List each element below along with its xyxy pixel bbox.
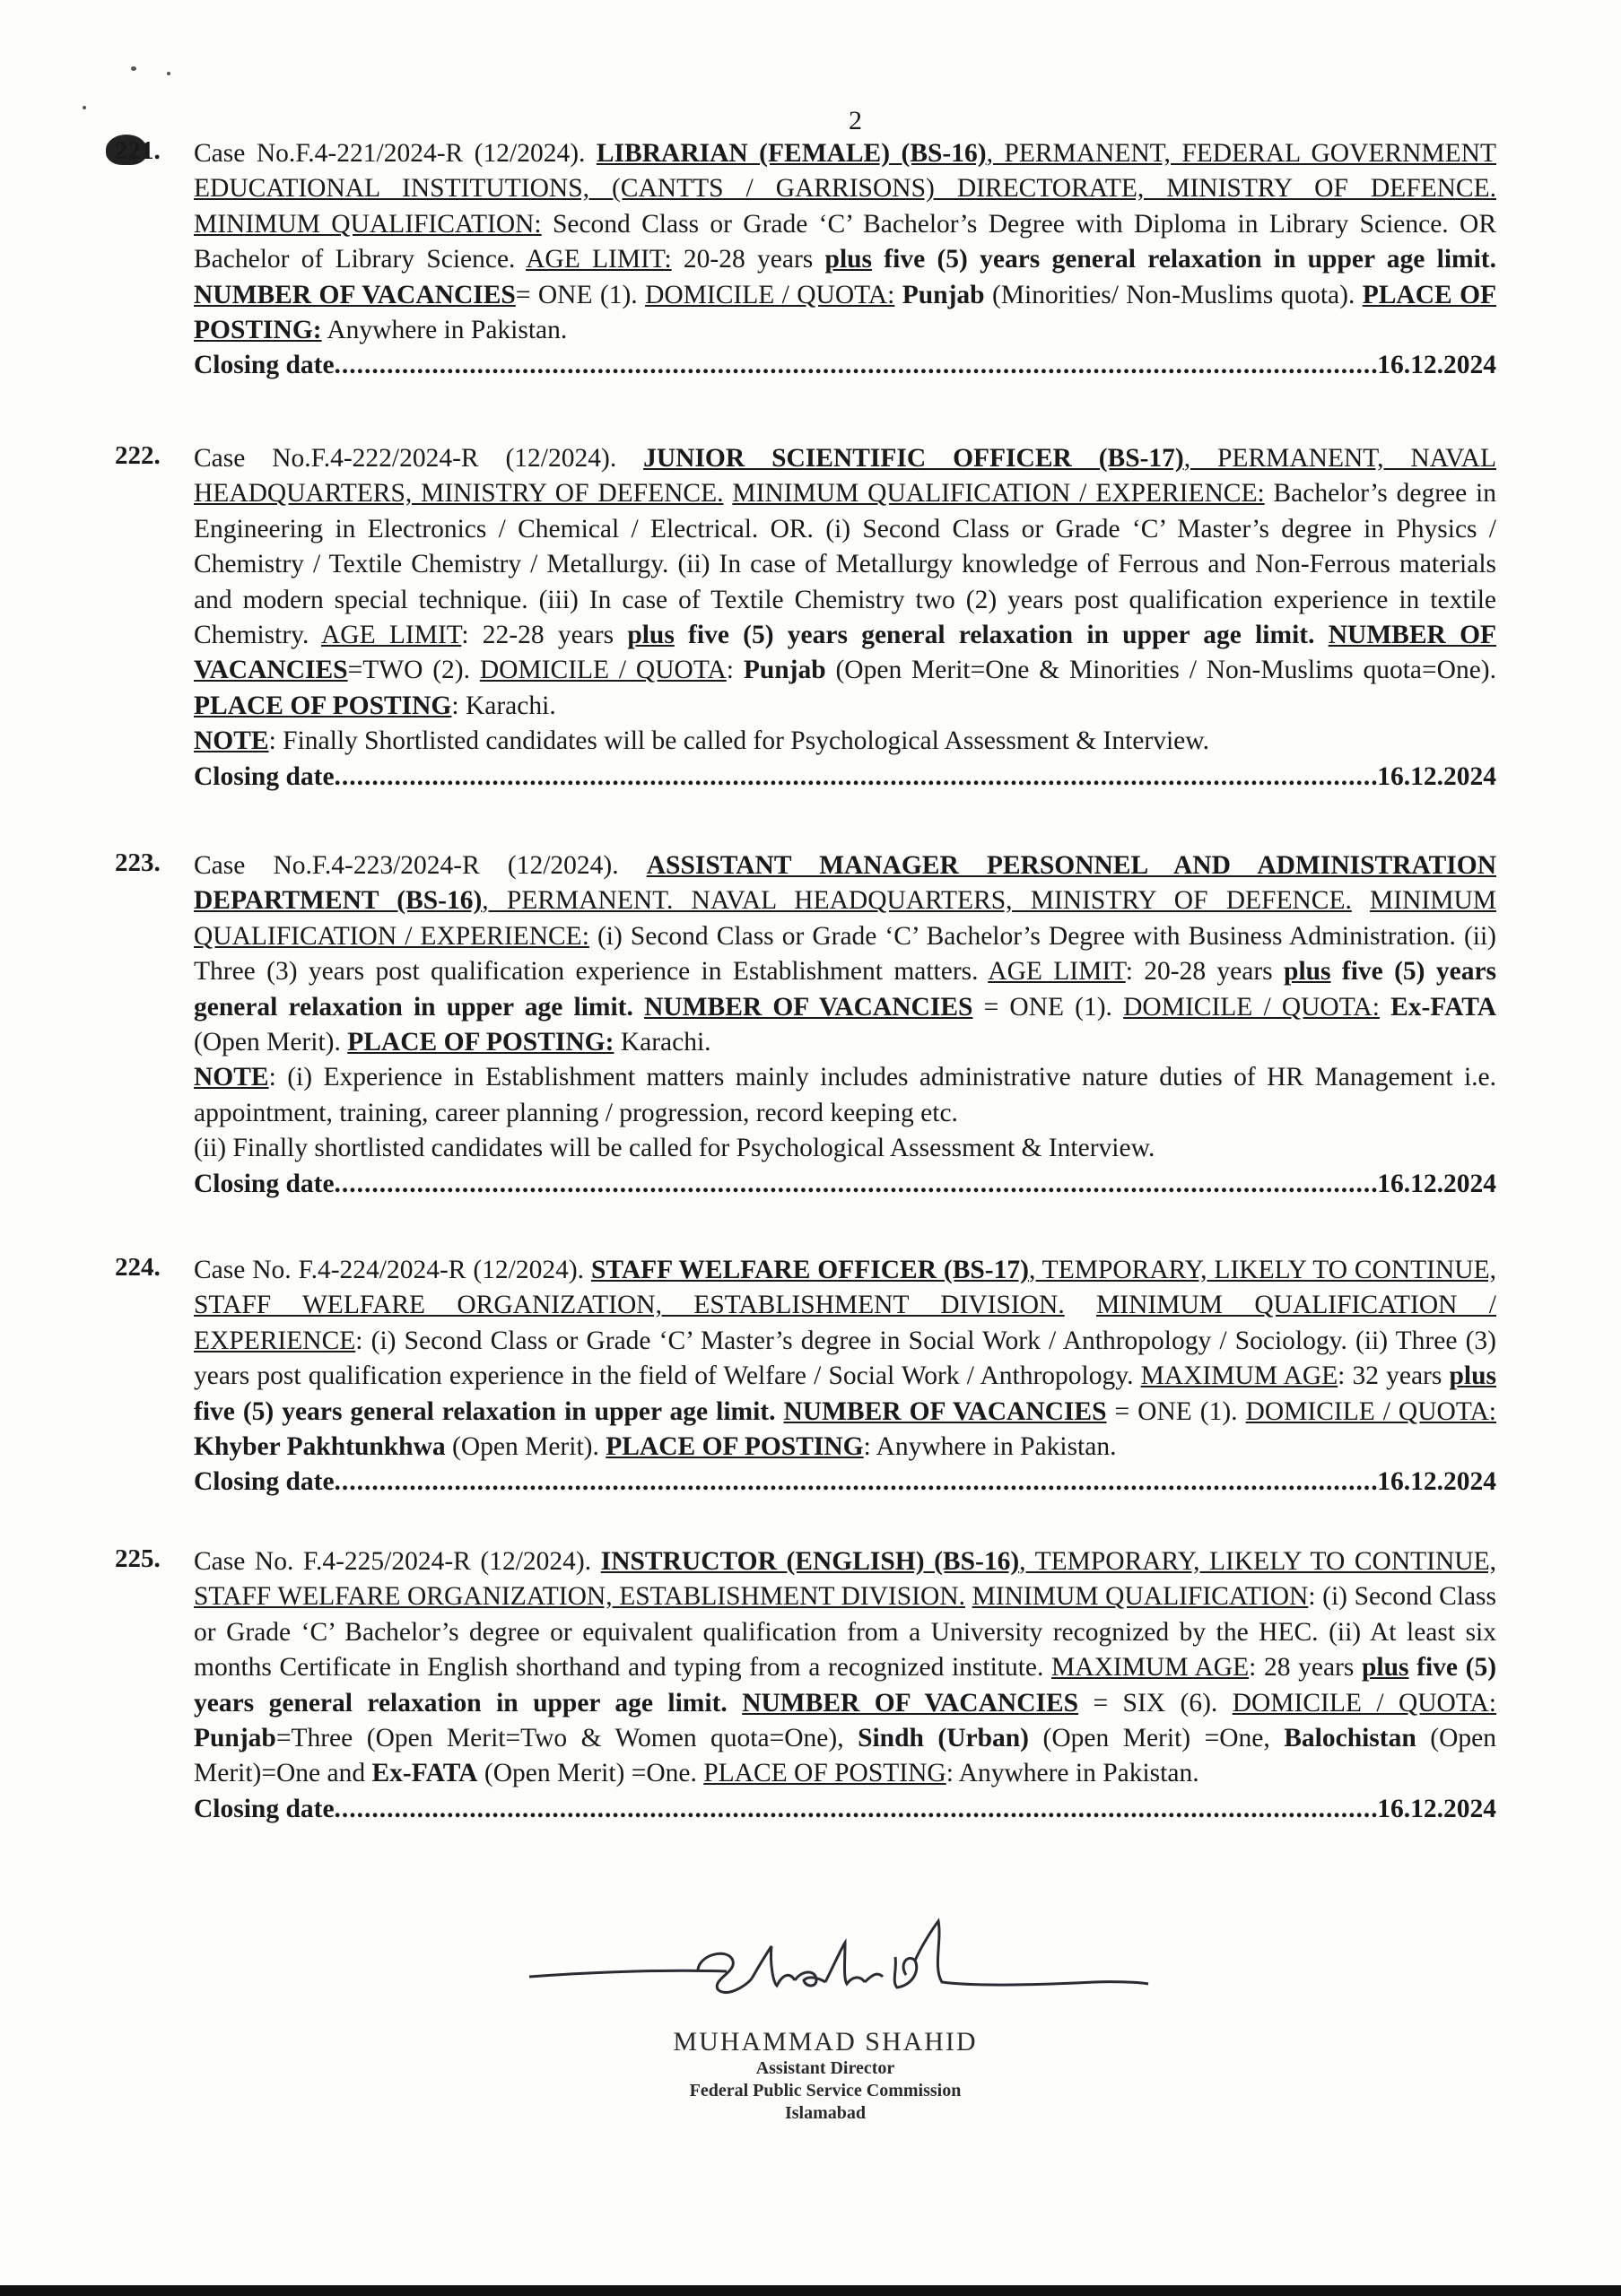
age-text: : 20-28 years [1125, 957, 1285, 987]
case-number: Case No.F.4-221/2024-R (12/2024). [194, 139, 586, 168]
leader-dots [335, 348, 1378, 383]
closing-date: 16.12.2024 [1377, 351, 1496, 380]
domicile-province-4: Ex-FATA [371, 1759, 478, 1788]
entry-number: 225. [115, 1544, 161, 1573]
posting-text: : Anywhere in Pakistan. [863, 1432, 1117, 1462]
age-label: MAXIMUM AGE [1051, 1653, 1250, 1683]
scan-speck [83, 106, 86, 109]
post-details: , TEMPORARY, LIKELY TO CONTINUE, STAFF WELFARE ORGANIZATION, ESTABLISHMENT DIVISION. [194, 1547, 1497, 1612]
qualification-text: : (i) Second Class or Grade ‘C’ Master’s degree in Social Work / Anthropology / Sociology. (ii) Three (3) years post qualification experience in the field of Welfare / Social Work / Anthropology. [194, 1326, 1496, 1391]
age-text: 20-28 years [671, 245, 825, 274]
closing-date: 16.12.2024 [1377, 1794, 1496, 1823]
leader-dots [335, 1167, 1378, 1202]
post-details: , PERMANENT, FEDERAL GOVERNMENT EDUCATIONAL INSTITUTIONS, (CANTTS / GARRISONS) DIRECTORATE, MINISTRY OF DEFENCE. [194, 139, 1496, 204]
age-text: : 32 years [1338, 1361, 1450, 1391]
note-text: : Finally Shortlisted candidates will be called for Psychological Assessment & Interview. [268, 726, 1210, 756]
posting-text: : Anywhere in Pakistan. [946, 1759, 1199, 1788]
signatory-city: Islamabad [784, 2103, 867, 2123]
closing-label: Closing date [194, 1467, 335, 1497]
signatory-details [637, 2027, 1014, 2125]
domicile-text: (Open Merit=One & Minorities / Non-Muslims quota=One). [825, 656, 1497, 685]
domicile-label: DOMICILE / QUOTA: [1232, 1688, 1497, 1718]
domicile-text-3: (Open Merit)=One and [194, 1724, 1496, 1788]
domicile-province: Ex-FATA [1390, 992, 1497, 1022]
domicile-text: (Open Merit). [194, 1028, 341, 1057]
closing-date-row [194, 1792, 1496, 1827]
closing-date: 16.12.2024 [1377, 761, 1496, 791]
closing-label: Closing date [194, 351, 335, 380]
note-label: NOTE [194, 726, 269, 756]
vacancies-label: NUMBER OF VACANCIES [194, 280, 516, 309]
age-label: AGE LIMIT: [526, 245, 672, 274]
qualification-label: MINIMUM QUALIFICATION / EXPERIENCE: [732, 479, 1265, 509]
case-number: Case No. F.4-224/2024-R (12/2024). [194, 1256, 585, 1284]
vacancies-text: = SIX (6). [1078, 1688, 1218, 1718]
closing-label: Closing date [194, 1794, 335, 1823]
entry-body [194, 1253, 1496, 1500]
domicile-province-3: Balochistan [1284, 1724, 1416, 1753]
posting-label: PLACE OF POSTING [703, 1759, 946, 1788]
age-plus: plus [627, 621, 675, 650]
vacancy-entry-225 [115, 1544, 1496, 1827]
post-title: STAFF WELFARE OFFICER (BS-17) [590, 1256, 1029, 1284]
posting-text: Karachi. [614, 1028, 711, 1057]
qualification-text: Bachelor’s degree in Engineering in Electronics / Chemical / Electrical. OR. (i) Second Class or Grade ‘C’ Master’s degree in Physics / Chemistry / Textile Chemistry / Metallurgy. (ii) In case of Metallurgy knowledge of Ferrous and Non-Ferrous materials and modern special technique. (iii) In case of Textile Chemistry two (2) years post qualification experience in textile Chemistry. [194, 479, 1496, 650]
posting-label: PLACE OF POSTING: [194, 280, 1497, 345]
entry-number: 224. [115, 1253, 161, 1282]
domicile-text: =Three (Open Merit=Two & Women quota=One), [275, 1724, 858, 1753]
qualification-label: MINIMUM QUALIFICATION [972, 1582, 1309, 1612]
age-label: AGE LIMIT [321, 621, 462, 650]
vacancy-entry-221 [115, 136, 1496, 384]
signatory-name: MUHAMMAD SHAHID [673, 2027, 978, 2057]
posting-label: PLACE OF POSTING [606, 1432, 864, 1462]
post-details: , TEMPORARY, LIKELY TO CONTINUE, STAFF WELFARE ORGANIZATION, ESTABLISHMENT DIVISION. [194, 1256, 1497, 1320]
post-details: , PERMANENT. NAVAL HEADQUARTERS, MINISTRY OF DEFENCE. [482, 886, 1352, 916]
age-relaxation: five (5) years general relaxation in upper age limit. [194, 1653, 1497, 1718]
closing-date: 16.12.2024 [1377, 1169, 1496, 1198]
note [194, 1060, 1496, 1131]
vacancy-entry-222 [115, 441, 1496, 795]
signatory-designation: Assistant Director [755, 2058, 895, 2078]
age-plus: plus [1361, 1653, 1409, 1683]
vacancies-label: NUMBER OF VACANCIES [194, 621, 1497, 685]
scan-speck [167, 72, 170, 75]
age-plus: plus [824, 245, 873, 274]
entry-body [194, 848, 1496, 1202]
post-title: JUNIOR SCIENTIFIC OFFICER (BS-17) [643, 444, 1184, 473]
entry-number: 221. [115, 136, 161, 165]
qualification-label: MINIMUM QUALIFICATION / EXPERIENCE [194, 1291, 1497, 1355]
domicile-province: Punjab [194, 1724, 276, 1753]
entry-number: 222. [115, 441, 161, 470]
vacancies-label: NUMBER OF VACANCIES [742, 1688, 1079, 1718]
posting-text: : Karachi. [451, 691, 556, 720]
qualification-label: MINIMUM QUALIFICATION: [194, 209, 542, 239]
handwritten-signature [520, 1892, 1166, 2027]
entry-number: 223. [115, 848, 161, 877]
qualification-text: : (i) Second Class or Grade ‘C’ Bachelor’s degree or equivalent qualification from a University recognized by the HEC. (ii) At least six months Certificate in English shorthand and typing from a recognized institute. [194, 1582, 1496, 1683]
domicile-province-2: Sindh (Urban) [858, 1724, 1030, 1753]
scan-edge [0, 2285, 1621, 2296]
vacancies-text: = ONE (1). [515, 280, 638, 309]
domicile-label: DOMICILE / QUOTA [479, 656, 727, 685]
age-label: MAXIMUM AGE [1140, 1361, 1338, 1391]
posting-label: PLACE OF POSTING: [347, 1028, 614, 1057]
domicile-province: Punjab [743, 656, 826, 685]
leader-dots [335, 760, 1378, 795]
leader-dots [335, 1465, 1378, 1500]
closing-label: Closing date [194, 761, 335, 791]
domicile-label: DOMICILE / QUOTA: [645, 280, 895, 309]
domicile-province: Khyber Pakhtunkhwa [194, 1432, 446, 1462]
domicile-text-4: (Open Merit) =One. [477, 1759, 697, 1788]
post-title: ASSISTANT MANAGER PERSONNEL AND ADMINISTRATION DEPARTMENT (BS-16) [194, 851, 1497, 916]
domicile-province: Punjab [902, 280, 985, 309]
signatory-office: Federal Public Service Commission [689, 2081, 962, 2100]
age-plus: plus [1449, 1361, 1496, 1391]
scan-speck [131, 66, 136, 71]
qualification-text: Second Class or Grade ‘C’ Bachelor’s Degree with Diploma in Library Science. OR Bachelor of Library Science. [194, 209, 1496, 274]
vacancies-text: =TWO (2). [347, 656, 471, 685]
closing-date-row [194, 1465, 1496, 1500]
qualification-text: (i) Second Class or Grade ‘C’ Bachelor’s Degree with Business Administration. (ii) Three (3) years post qualification experience in Establishment matters. [194, 921, 1497, 987]
note-continued: (ii) Finally shortlisted candidates will be called for Psychological Assessment & Interview. [194, 1134, 1155, 1163]
vacancies-label: NUMBER OF VACANCIES [783, 1396, 1107, 1426]
post-title: INSTRUCTOR (ENGLISH) (BS-16) [600, 1547, 1020, 1576]
domicile-text: (Open Merit). [445, 1432, 599, 1462]
age-text: : 28 years [1249, 1653, 1362, 1683]
note [194, 724, 1496, 759]
vacancy-entry-223 [115, 848, 1496, 1202]
closing-label: Closing date [194, 1169, 335, 1198]
age-text: : 22-28 years [461, 621, 628, 650]
post-title: LIBRARIAN (FEMALE) (BS-16) [596, 139, 987, 168]
domicile-text: (Minorities/ Non-Muslims quota). [984, 280, 1355, 309]
age-label: AGE LIMIT [988, 957, 1126, 987]
signature-block [520, 1892, 1166, 2123]
note-label: NOTE [194, 1063, 269, 1092]
vacancies-label: NUMBER OF VACANCIES [644, 992, 973, 1022]
page-number: 2 [849, 106, 862, 135]
age-relaxation: five (5) years general relaxation in upper age limit. [194, 1396, 776, 1426]
qualification-label: MINIMUM QUALIFICATION / EXPERIENCE: [194, 886, 1496, 951]
closing-date: 16.12.2024 [1377, 1467, 1496, 1497]
domicile-label: DOMICILE / QUOTA: [1123, 992, 1380, 1022]
note-text: : (i) Experience in Establishment matters mainly includes administrative nature duties of HR Management i.e. appointment, training, career planning / progression, record keeping etc. [194, 1063, 1496, 1127]
age-relaxation: five (5) years general relaxation in upper age limit. [194, 957, 1497, 1022]
age-relaxation: five (5) years general relaxation in upper age limit. [872, 245, 1496, 274]
domicile-text-2: (Open Merit) =One, [1029, 1724, 1285, 1753]
vacancies-text: = ONE (1). [1106, 1396, 1238, 1426]
entry-body [194, 136, 1496, 384]
case-number: Case No. F.4-225/2024-R (12/2024). [194, 1547, 592, 1576]
posting-text: Anywhere in Pakistan. [321, 316, 568, 345]
age-relaxation: five (5) years general relaxation in upper age limit. [674, 621, 1315, 650]
posting-label: PLACE OF POSTING [194, 691, 452, 720]
closing-date-row [194, 1167, 1496, 1202]
closing-date-row [194, 760, 1496, 795]
age-plus: plus [1284, 957, 1331, 987]
entry-body: Case No.F.4-222/2024-R (12/2024). JUNIOR SCIENTIFIC OFFICER (BS-17), PERMANENT, NAVAL HEADQUARTERS, MINISTRY OF DEFENCE. MINIMUM QUALIFICATION / EXPERIENCE: Bachelor’s degree in Engineering in Electronics / Chemical / Electrical. OR. (i) Second Class or Grade ‘C’ Master’s degree in Physics / Chemistry / Textile Chemistry / Metallurgy. (ii) In case of Metallurgy knowledge of Ferrous and Non-Ferrous materials and modern special technique. (iii) In case of Textile Chemistry two (2) years post qualification experience in textile Chemistry. AGE LIMIT: 22-28 years plus five (5) years general relaxation in upper age limit. NUMBER OF VACANCIES=TWO (2). DOMICILE / QUOTA: Punjab (Open Merit=One & Minorities / Non-Muslims quota=One). PLACE OF POSTING: Karachi. NOTE: Finally Shortlisted candidates will be called for Psychological Assessment & Interview. Closing date ..... 16.12.2024 [194, 441, 1496, 795]
domicile-label: DOMICILE / QUOTA: [1245, 1396, 1497, 1426]
post-details: , PERMANENT, NAVAL HEADQUARTERS, MINISTRY OF DEFENCE. [194, 444, 1497, 509]
vacancy-entry-224 [115, 1253, 1496, 1500]
case-number: Case No.F.4-223/2024-R (12/2024). [194, 851, 619, 880]
leader-dots [335, 1792, 1378, 1827]
vacancies-text: = ONE (1). [972, 992, 1112, 1022]
entry-body [194, 1544, 1496, 1827]
closing-date-row [194, 348, 1496, 383]
case-number: Case No.F.4-222/2024-R (12/2024). [194, 444, 617, 473]
